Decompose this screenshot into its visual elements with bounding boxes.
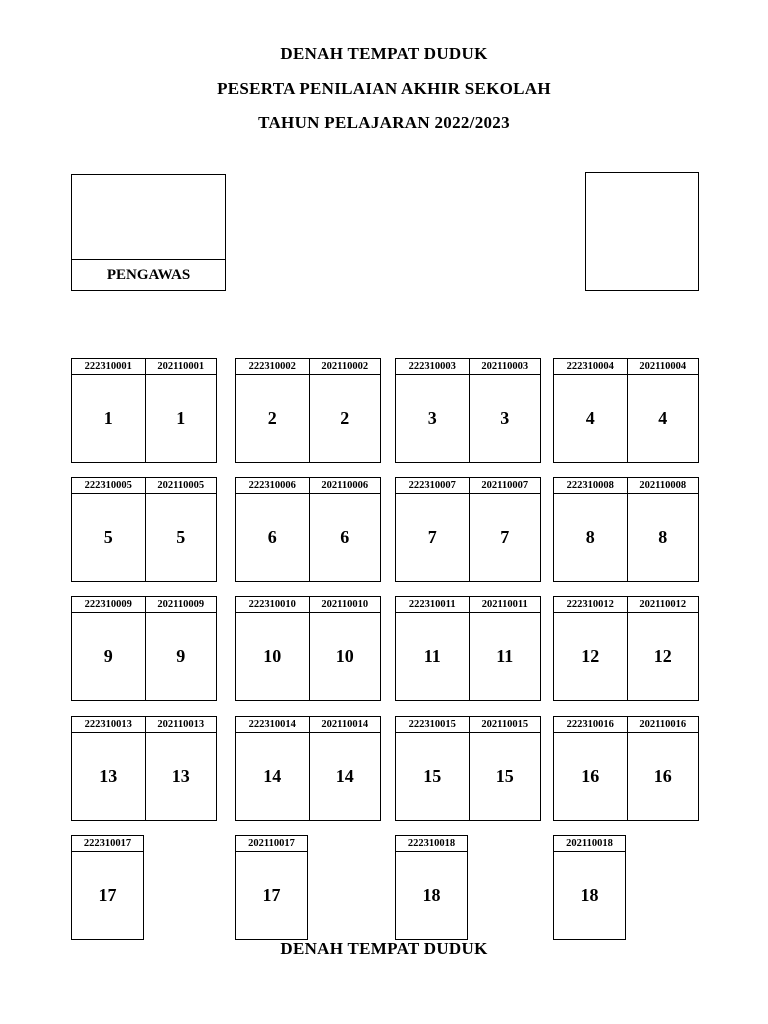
- seat: [396, 717, 469, 820]
- seat-id: 202110005: [146, 478, 217, 494]
- seat: [396, 359, 469, 462]
- seat: [554, 717, 627, 820]
- seat-id: 202110015: [470, 717, 541, 733]
- seat-number: 2: [267, 408, 277, 428]
- desk-4: [553, 358, 699, 463]
- seat-id: 222310012: [554, 597, 627, 613]
- seat-number: 18: [422, 885, 441, 905]
- seat: [309, 717, 381, 820]
- seat-id: 222310013: [72, 717, 145, 733]
- desk-6: [235, 477, 381, 582]
- seat-id: 222310018: [396, 836, 467, 852]
- seat: [309, 359, 381, 462]
- seat-id: 222310004: [554, 359, 627, 375]
- seat-id: 202110006: [310, 478, 381, 494]
- seat: [236, 717, 309, 820]
- seat: [554, 836, 625, 939]
- seat-number: 16: [653, 766, 672, 786]
- seat-id: 202110018: [554, 836, 625, 852]
- seat-id: 222310011: [396, 597, 469, 613]
- seat: [236, 478, 309, 581]
- desk-10: [235, 596, 381, 701]
- seat-number: 8: [585, 527, 595, 547]
- pengawas-label: PENGAWAS: [72, 259, 225, 290]
- seat-number: 17: [98, 885, 117, 905]
- footer-title: DENAH TEMPAT DUDUK: [280, 939, 488, 958]
- seat-number: 18: [580, 885, 599, 905]
- seat-number: 9: [103, 646, 113, 666]
- seat-id: 202110012: [628, 597, 699, 613]
- header-subtitle: PESERTA PENILAIAN AKHIR SEKOLAH: [217, 79, 551, 98]
- desk-1: [71, 358, 217, 463]
- seat-id: 202110011: [470, 597, 541, 613]
- seat-number: 2: [340, 408, 350, 428]
- seat: [396, 478, 469, 581]
- seat-number: 9: [176, 646, 186, 666]
- desk-16: [553, 716, 699, 821]
- seat-number: 11: [423, 646, 441, 666]
- seat-number: 14: [335, 766, 354, 786]
- seat-id: 222310007: [396, 478, 469, 494]
- seat-id: 222310001: [72, 359, 145, 375]
- seat: [145, 597, 217, 700]
- seat: [627, 359, 699, 462]
- desk-11: [395, 596, 541, 701]
- seat: [469, 597, 541, 700]
- seat-number: 12: [581, 646, 600, 666]
- seat-number: 4: [658, 408, 668, 428]
- seat: [554, 359, 627, 462]
- seat-number: 15: [423, 766, 442, 786]
- seat: [396, 597, 469, 700]
- seat: [145, 478, 217, 581]
- seat-number: 6: [267, 527, 277, 547]
- seat-id: 202110004: [628, 359, 699, 375]
- seat-number: 4: [585, 408, 595, 428]
- seat-id: 202110002: [310, 359, 381, 375]
- seat-id: 202110003: [470, 359, 541, 375]
- seat-id: 222310017: [72, 836, 143, 852]
- seat-number: 7: [427, 527, 437, 547]
- seat-number: 12: [653, 646, 672, 666]
- desk-5: [71, 477, 217, 582]
- seat-number: 3: [500, 408, 510, 428]
- seat: [236, 836, 307, 939]
- seat-number: 16: [581, 766, 600, 786]
- header-year: TAHUN PELAJARAN 2022/2023: [258, 113, 510, 132]
- seat-number: 14: [263, 766, 282, 786]
- seat: [554, 597, 627, 700]
- desk-12: [553, 596, 699, 701]
- desk-18: [235, 835, 308, 940]
- seat: [469, 717, 541, 820]
- seat-id: 202110010: [310, 597, 381, 613]
- seat: [554, 478, 627, 581]
- seat-id: 222310008: [554, 478, 627, 494]
- seat: [469, 359, 541, 462]
- seat: [72, 836, 143, 939]
- seat: [72, 478, 145, 581]
- seat-number: 1: [176, 408, 186, 428]
- seat-id: 202110001: [146, 359, 217, 375]
- seat: [72, 597, 145, 700]
- seat-number: 3: [427, 408, 437, 428]
- seat-id: 202110014: [310, 717, 381, 733]
- seat-number: 8: [658, 527, 668, 547]
- seat-id: 202110013: [146, 717, 217, 733]
- seat-number: 5: [103, 527, 113, 547]
- seat-number: 10: [263, 646, 282, 666]
- seat: [396, 836, 467, 939]
- seat-id: 202110016: [628, 717, 699, 733]
- seat-number: 13: [99, 766, 118, 786]
- seat-number: 1: [103, 408, 113, 428]
- seat: [145, 359, 217, 462]
- desk-13: [71, 716, 217, 821]
- seat-number: 10: [335, 646, 354, 666]
- header-title: DENAH TEMPAT DUDUK: [280, 44, 488, 63]
- seat-id: 222310014: [236, 717, 309, 733]
- side-table: [585, 172, 699, 291]
- desk-2: [235, 358, 381, 463]
- seat-id: 202110008: [628, 478, 699, 494]
- seat-id: 202110009: [146, 597, 217, 613]
- seat-number: 13: [171, 766, 190, 786]
- desk-20: [553, 835, 626, 940]
- seat-id: 222310015: [396, 717, 469, 733]
- seat: [627, 478, 699, 581]
- seat: [309, 478, 381, 581]
- seat: [627, 597, 699, 700]
- seat: [236, 359, 309, 462]
- seat-id: 222310005: [72, 478, 145, 494]
- seat: [309, 597, 381, 700]
- desk-19: [395, 835, 468, 940]
- seat-number: 11: [496, 646, 514, 666]
- seat-id: 202110017: [236, 836, 307, 852]
- seat-id: 222310010: [236, 597, 309, 613]
- seat-id: 222310009: [72, 597, 145, 613]
- desk-14: [235, 716, 381, 821]
- seat-id: 222310003: [396, 359, 469, 375]
- desk-17: [71, 835, 144, 940]
- seat-id: 202110007: [470, 478, 541, 494]
- desk-7: [395, 477, 541, 582]
- seat: [72, 359, 145, 462]
- seat-number: 15: [495, 766, 514, 786]
- seat: [145, 717, 217, 820]
- seat-number: 7: [500, 527, 510, 547]
- seat-number: 17: [262, 885, 281, 905]
- seat-number: 5: [176, 527, 186, 547]
- desk-9: [71, 596, 217, 701]
- seat: [72, 717, 145, 820]
- pengawas-desk: [71, 174, 226, 291]
- seat-id: 222310016: [554, 717, 627, 733]
- desk-3: [395, 358, 541, 463]
- desk-8: [553, 477, 699, 582]
- seat-number: 6: [340, 527, 350, 547]
- seat-id: 222310002: [236, 359, 309, 375]
- seat: [236, 597, 309, 700]
- seat: [469, 478, 541, 581]
- desk-15: [395, 716, 541, 821]
- seat-id: 222310006: [236, 478, 309, 494]
- seat: [627, 717, 699, 820]
